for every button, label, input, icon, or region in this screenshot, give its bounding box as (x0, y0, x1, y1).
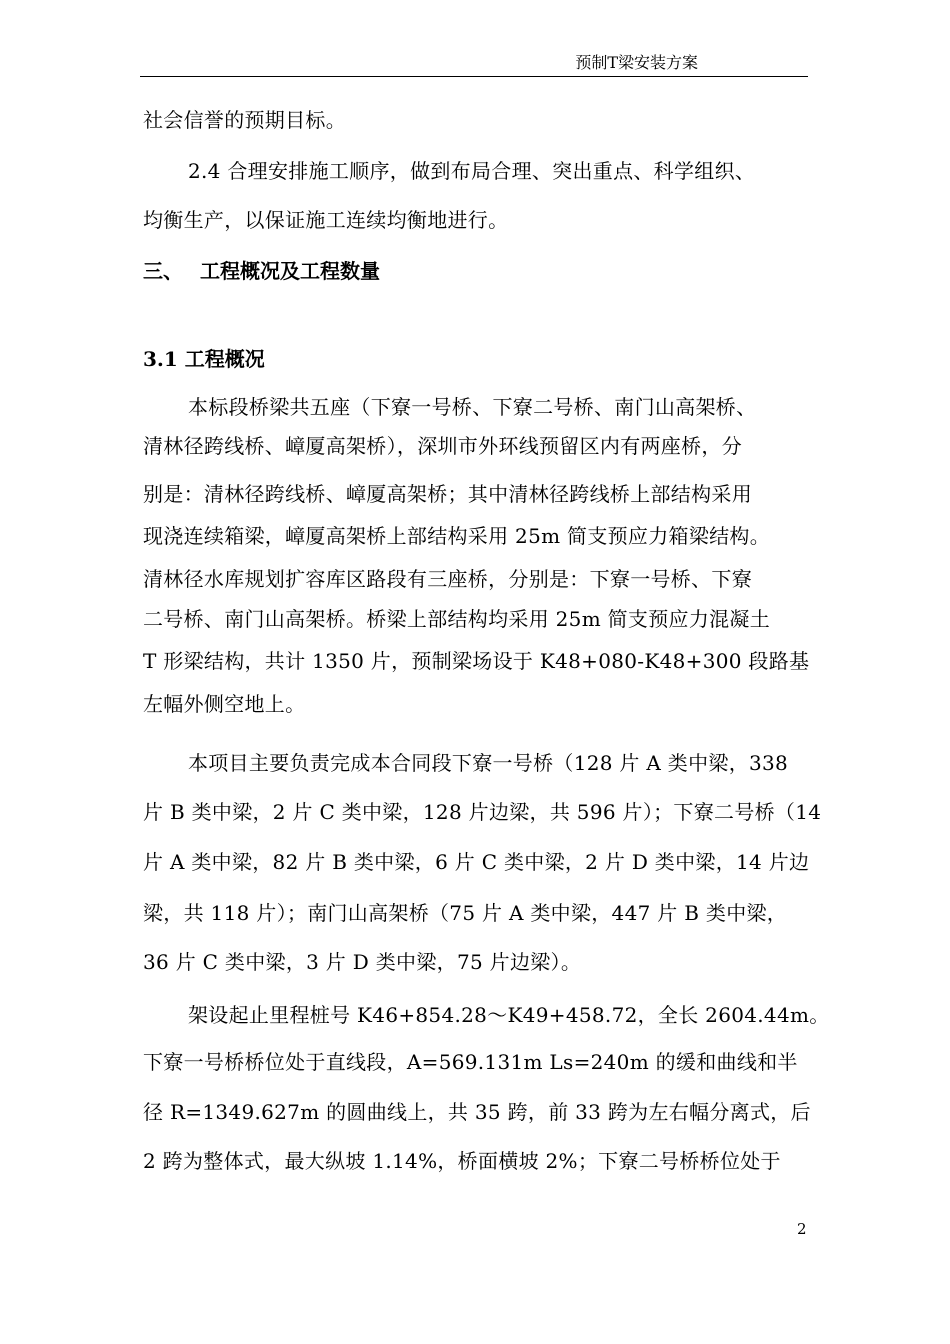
paragraph-line: 清林径跨线桥、嶂厦高架桥），深圳市外环线预留区内有两座桥，分 (143, 434, 742, 458)
paragraph-line: 2 跨为整体式，最大纵坡 1.14%，桥面横坡 2%；下寮二号桥桥位处于 (143, 1149, 781, 1173)
paragraph-line: 片 B 类中梁，2 片 C 类中梁，128 片边梁，共 596 片）；下寮二号桥（14 (143, 800, 822, 824)
paragraph-line: 下寮一号桥桥位处于直线段，A=569.131m Ls=240m 的缓和曲线和半 (143, 1050, 798, 1074)
paragraph-line: 二号桥、南门山高架桥。桥梁上部结构均采用 25m 简支预应力混凝土 (143, 607, 771, 631)
page-number: 2 (797, 1220, 807, 1238)
page-header (140, 52, 808, 77)
header-title: 预制T梁安装方案 (575, 53, 698, 72)
section-title: 工程概况及工程数量 (200, 259, 380, 283)
paragraph-line: 梁，共 118 片）；南门山高架桥（75 片 A 类中梁，447 片 B 类中梁， (143, 901, 788, 925)
paragraph-line: 2.4 合理安排施工顺序，做到布局合理、突出重点、科学组织、 (188, 159, 756, 183)
paragraph-line: 清林径水库规划扩容库区路段有三座桥，分别是：下寮一号桥、下寮 (143, 567, 752, 591)
paragraph-line: 社会信誉的预期目标。 (143, 108, 346, 132)
paragraph-line: 36 片 C 类中梁，3 片 D 类中梁，75 片边梁）。 (143, 950, 582, 974)
paragraph-line: 左幅外侧空地上。 (143, 692, 306, 716)
section-number: 三、 (143, 259, 183, 283)
paragraph-line: 架设起止里程桩号 K46+854.28～K49+458.72，全长 2604.44m。 (188, 1003, 830, 1027)
paragraph-line: 径 R=1349.627m 的圆曲线上，共 35 跨，前 33 跨为左右幅分离式，后 (143, 1100, 811, 1124)
paragraph-line: T 形梁结构，共计 1350 片，预制梁场设于 K48+080-K48+300 段路基 (143, 649, 810, 673)
paragraph-line: 片 A 类中梁，82 片 B 类中梁，6 片 C 类中梁，2 片 D 类中梁，14 片边 (143, 850, 810, 874)
paragraph-line: 别是：清林径跨线桥、嶂厦高架桥；其中清林径跨线桥上部结构采用 (143, 482, 752, 506)
paragraph-line: 本项目主要负责完成本合同段下寮一号桥（128 片 A 类中梁，338 (188, 751, 789, 775)
paragraph-line: 均衡生产，以保证施工连续均衡地进行。 (143, 208, 509, 232)
paragraph-line: 本标段桥梁共五座（下寮一号桥、下寮二号桥、南门山高架桥、 (188, 395, 757, 419)
subsection-title: 3.1 工程概况 (143, 347, 265, 371)
paragraph-line: 现浇连续箱梁，嶂厦高架桥上部结构采用 25m 简支预应力箱梁结构。 (143, 524, 771, 548)
